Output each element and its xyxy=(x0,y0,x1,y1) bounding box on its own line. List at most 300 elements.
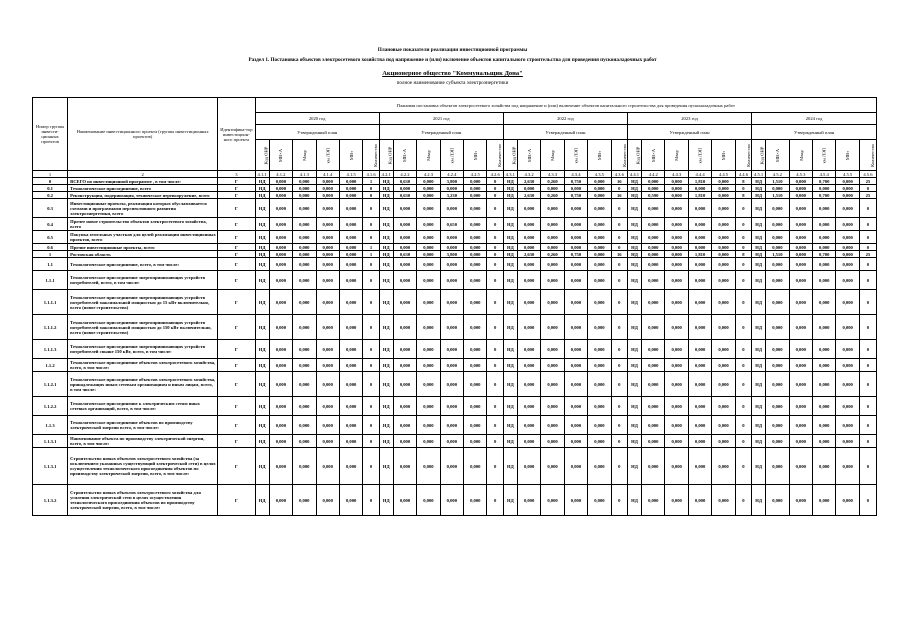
plan-header: Утвержденный план xyxy=(752,125,877,140)
value-cell: 0,000 xyxy=(339,185,362,192)
value-cell: 0,700 xyxy=(813,192,836,199)
subcol-header xyxy=(517,140,540,171)
value-cell: 0 xyxy=(735,435,751,448)
value-cell: 0,000 xyxy=(316,218,339,231)
value-cell: 0,000 xyxy=(665,315,688,340)
row-number: 1 xyxy=(33,251,68,258)
value-cell: 0,000 xyxy=(269,231,292,244)
value-cell: 0,000 xyxy=(813,416,836,435)
value-cell: 0,000 xyxy=(712,448,735,485)
value-cell: 0,000 xyxy=(642,244,665,251)
value-cell: 0,000 xyxy=(712,359,735,372)
value-cell: 0,000 xyxy=(766,185,789,192)
value-cell: 0 xyxy=(859,485,876,516)
value-cell: 0,000 xyxy=(316,192,339,199)
value-cell: 0,000 xyxy=(588,271,611,290)
value-cell: 0,000 xyxy=(688,435,711,448)
value-cell: 0,000 xyxy=(789,397,812,416)
value-cell: 0,000 xyxy=(316,231,339,244)
value-cell: 0 xyxy=(363,218,379,231)
subcol-header xyxy=(735,140,751,171)
value-cell: 0,000 xyxy=(665,185,688,192)
value-cell: 0,000 xyxy=(393,218,416,231)
value-cell: 0 xyxy=(859,435,876,448)
numbering-cell: 4.4.2 xyxy=(642,171,665,178)
value-cell: 0,000 xyxy=(293,359,316,372)
value-cell: 0,000 xyxy=(339,218,362,231)
value-cell: 0,000 xyxy=(789,448,812,485)
value-cell: 0,000 xyxy=(588,244,611,251)
value-cell: 0 xyxy=(487,251,503,258)
value-cell: 0,000 xyxy=(393,244,416,251)
value-cell: НД xyxy=(255,218,269,231)
value-cell: 0,000 xyxy=(665,271,688,290)
value-cell: НД xyxy=(752,416,766,435)
value-cell: 0,000 xyxy=(642,340,665,359)
value-cell: 0,000 xyxy=(517,199,540,218)
value-cell: НД xyxy=(255,416,269,435)
value-cell: НД xyxy=(503,397,517,416)
value-cell: НД xyxy=(752,340,766,359)
value-cell: 0,000 xyxy=(813,244,836,251)
value-cell: 0,000 xyxy=(316,251,339,258)
value-cell: НД xyxy=(379,340,393,359)
row-name: Строительство новых объектов электросетевого хозяйства (за исключением указанных существующий электрической сети) в целях осуществления технологического присоединения объектов по производству электрической энергии, всего, в том числе: xyxy=(68,448,218,485)
value-cell: 0 xyxy=(735,271,751,290)
value-cell: 0,000 xyxy=(464,448,487,485)
value-cell: 0,000 xyxy=(789,435,812,448)
subcol-header xyxy=(541,140,564,171)
value-cell: 0,000 xyxy=(712,178,735,185)
value-cell: НД xyxy=(627,290,641,315)
value-cell: 0,000 xyxy=(564,397,587,416)
subcol-header xyxy=(363,140,379,171)
value-cell: 0,000 xyxy=(440,199,463,218)
value-cell: 16 xyxy=(611,251,627,258)
value-cell: 0,000 xyxy=(339,251,362,258)
row-id: Г xyxy=(218,258,255,271)
value-cell: 0,000 xyxy=(564,485,587,516)
value-cell: 0,000 xyxy=(789,372,812,397)
numbering-cell: 4.1.4 xyxy=(316,171,339,178)
value-cell: 0,750 xyxy=(564,251,587,258)
subcol-label: км ЛЭП xyxy=(821,147,827,163)
value-cell: 0,000 xyxy=(642,271,665,290)
value-cell: 0,000 xyxy=(564,290,587,315)
value-cell: 1,510 xyxy=(766,178,789,185)
value-cell: 0 xyxy=(611,244,627,251)
value-cell: 0,000 xyxy=(464,397,487,416)
row-id: Г xyxy=(218,372,255,397)
value-cell: 0,000 xyxy=(339,244,362,251)
value-cell: 0 xyxy=(611,271,627,290)
value-cell: НД xyxy=(627,416,641,435)
value-cell: 0,000 xyxy=(541,397,564,416)
row-name: Прочие инвестиционные проекты, всего xyxy=(68,244,218,251)
value-cell: 0,000 xyxy=(464,251,487,258)
value-cell: 0,000 xyxy=(766,416,789,435)
value-cell: 0,260 xyxy=(541,192,564,199)
value-cell: 0,000 xyxy=(665,199,688,218)
subcol-header xyxy=(766,140,789,171)
numbering-cell: 4.5.4 xyxy=(813,171,836,178)
value-cell: НД xyxy=(752,251,766,258)
value-cell: 0,000 xyxy=(588,192,611,199)
row-name: Ростовская область xyxy=(68,251,218,258)
value-cell: 0,750 xyxy=(564,178,587,185)
subcol-header xyxy=(440,140,463,171)
col-header-name: Наименование инвестиционного проекта (группы инвестиционных проектов) xyxy=(68,98,218,171)
value-cell: 0,000 xyxy=(766,290,789,315)
value-cell: 0,000 xyxy=(464,290,487,315)
value-cell: 0,000 xyxy=(642,199,665,218)
value-cell: 0,000 xyxy=(665,485,688,516)
value-cell: НД xyxy=(255,251,269,258)
value-cell: 0,000 xyxy=(665,397,688,416)
value-cell: 0,000 xyxy=(293,340,316,359)
row-name: Технологическое присоединение объектов по производству электрической энергии всего, в том числе: xyxy=(68,416,218,435)
row-number: 1.1.1.1 xyxy=(33,290,68,315)
value-cell: 0 xyxy=(487,192,503,199)
value-cell: 0,000 xyxy=(813,435,836,448)
value-cell: 0,000 xyxy=(541,231,564,244)
value-cell: 0,000 xyxy=(316,372,339,397)
row-id: Г xyxy=(218,218,255,231)
value-cell: 0,000 xyxy=(541,435,564,448)
value-cell: 0,000 xyxy=(665,244,688,251)
value-cell: 0,000 xyxy=(440,258,463,271)
value-cell: 0,630 xyxy=(393,192,416,199)
row-number: 0.6 xyxy=(33,244,68,251)
value-cell: НД xyxy=(379,231,393,244)
value-cell: 0,000 xyxy=(440,290,463,315)
value-cell: 0,000 xyxy=(789,178,812,185)
value-cell: 0,000 xyxy=(269,372,292,397)
value-cell: 0,000 xyxy=(564,416,587,435)
subcol-header xyxy=(564,140,587,171)
value-cell: 0,000 xyxy=(588,416,611,435)
value-cell: НД xyxy=(379,251,393,258)
row-id: Г xyxy=(218,178,255,185)
value-cell: НД xyxy=(503,416,517,435)
value-cell: 0,000 xyxy=(789,192,812,199)
value-cell: НД xyxy=(255,199,269,218)
value-cell: 0 xyxy=(611,397,627,416)
subcol-label: МВт xyxy=(845,150,851,160)
value-cell: НД xyxy=(255,185,269,192)
row-id: Г xyxy=(218,435,255,448)
value-cell: 0,000 xyxy=(393,485,416,516)
value-cell: 0,000 xyxy=(316,485,339,516)
value-cell: 0,000 xyxy=(789,258,812,271)
value-cell: НД xyxy=(752,178,766,185)
row-number: 0.5 xyxy=(33,231,68,244)
value-cell: 0,000 xyxy=(665,258,688,271)
value-cell: 0,000 xyxy=(789,185,812,192)
year-header: 2024 год xyxy=(752,113,877,125)
value-cell: 0,000 xyxy=(688,372,711,397)
value-cell: 0,000 xyxy=(339,448,362,485)
value-cell: 0 xyxy=(859,290,876,315)
value-cell: НД xyxy=(752,244,766,251)
value-cell: 0,000 xyxy=(766,244,789,251)
value-cell: 0,000 xyxy=(417,251,440,258)
value-cell: НД xyxy=(503,340,517,359)
value-cell: 0,000 xyxy=(564,340,587,359)
value-cell: 0,000 xyxy=(688,485,711,516)
value-cell: НД xyxy=(752,185,766,192)
value-cell: 0,000 xyxy=(293,435,316,448)
value-cell: 0 xyxy=(611,435,627,448)
value-cell: 0,000 xyxy=(766,372,789,397)
value-cell: НД xyxy=(255,315,269,340)
value-cell: 0,000 xyxy=(541,199,564,218)
table-row xyxy=(33,290,877,315)
value-cell: НД xyxy=(627,271,641,290)
row-name: Прочее новое строительство объектов электросетевого хозяйства, всего xyxy=(68,218,218,231)
value-cell: 0,000 xyxy=(766,258,789,271)
value-cell: 0,000 xyxy=(564,435,587,448)
value-cell: НД xyxy=(379,359,393,372)
numbering-cell: 4.4.4 xyxy=(688,171,711,178)
value-cell: 0,000 xyxy=(564,372,587,397)
row-name: Технологическое присоединение энергопринимающих устройств потребителей, всего, в том числе: xyxy=(68,271,218,290)
value-cell: 0,000 xyxy=(588,315,611,340)
value-cell: 0,000 xyxy=(642,485,665,516)
value-cell: НД xyxy=(379,258,393,271)
value-cell: 0,000 xyxy=(517,397,540,416)
value-cell: 0,000 xyxy=(564,271,587,290)
value-cell: НД xyxy=(752,290,766,315)
value-cell: НД xyxy=(255,397,269,416)
value-cell: 0,000 xyxy=(813,359,836,372)
value-cell: 0,000 xyxy=(517,258,540,271)
numbering-cell: 4.5.1 xyxy=(752,171,766,178)
value-cell: 1 xyxy=(363,251,379,258)
value-cell: 0,000 xyxy=(393,359,416,372)
value-cell: 0,000 xyxy=(541,258,564,271)
value-cell: 0,000 xyxy=(642,290,665,315)
year-header: 2023 год xyxy=(627,113,751,125)
subcol-label: Количество xyxy=(869,143,875,167)
value-cell: 0,000 xyxy=(517,244,540,251)
row-number: 0.1 xyxy=(33,185,68,192)
value-cell: НД xyxy=(255,244,269,251)
value-cell: 0,000 xyxy=(688,315,711,340)
value-cell: 0,000 xyxy=(836,416,859,435)
doc-title: Плановые показатели реализации инвестиционной программы xyxy=(377,47,528,53)
value-cell: НД xyxy=(503,258,517,271)
value-cell: 0,000 xyxy=(789,416,812,435)
value-cell: 0,000 xyxy=(417,199,440,218)
subcol-label: Мвар xyxy=(798,149,804,161)
subcol-header xyxy=(417,140,440,171)
value-cell: 1,810 xyxy=(688,251,711,258)
value-cell: 0,000 xyxy=(665,416,688,435)
value-cell: 0,000 xyxy=(564,218,587,231)
value-cell: 0,000 xyxy=(393,185,416,192)
value-cell: 0,750 xyxy=(564,192,587,199)
value-cell: 0,000 xyxy=(789,244,812,251)
value-cell: 0,000 xyxy=(293,185,316,192)
row-id: Г xyxy=(218,315,255,340)
value-cell: 0,000 xyxy=(836,359,859,372)
value-cell: 0,000 xyxy=(541,448,564,485)
value-cell: НД xyxy=(627,435,641,448)
value-cell: 0 xyxy=(611,231,627,244)
value-cell: НД xyxy=(503,372,517,397)
value-cell: 0,000 xyxy=(688,258,711,271)
value-cell: НД xyxy=(379,199,393,218)
subcol-label: км ЛЭП xyxy=(697,147,703,163)
value-cell: 0 xyxy=(735,397,751,416)
row-name: Строительство новых объектов электросетевого хозяйства для усиления электрической сети в целях осуществления технологического присоединения объектов по производству электрической энергии, всего, в том числе: xyxy=(68,485,218,516)
value-cell: 0,000 xyxy=(789,485,812,516)
value-cell: 0,000 xyxy=(417,340,440,359)
row-number: 1.1.1.2 xyxy=(33,315,68,340)
value-cell: 0,000 xyxy=(836,340,859,359)
numbering-cell: 4.3.5 xyxy=(588,171,611,178)
value-cell: 0,000 xyxy=(688,185,711,192)
value-cell: 0,000 xyxy=(293,372,316,397)
value-cell: 0,000 xyxy=(316,271,339,290)
value-cell: 0,000 xyxy=(293,251,316,258)
value-cell: 0,000 xyxy=(712,258,735,271)
value-cell: 0,000 xyxy=(541,372,564,397)
value-cell: НД xyxy=(503,178,517,185)
value-cell: 0,000 xyxy=(836,448,859,485)
value-cell: 0,000 xyxy=(417,244,440,251)
value-cell: 0,000 xyxy=(293,271,316,290)
value-cell: 0,000 xyxy=(836,372,859,397)
subcol-header xyxy=(611,140,627,171)
plan-header: Утвержденный план xyxy=(379,125,503,140)
row-id: Г xyxy=(218,359,255,372)
subcol-header xyxy=(487,140,503,171)
value-cell: 0,000 xyxy=(293,397,316,416)
value-cell: 0,000 xyxy=(269,271,292,290)
value-cell: 0,000 xyxy=(269,290,292,315)
value-cell: 0,000 xyxy=(836,271,859,290)
value-cell: 16 xyxy=(611,178,627,185)
numbering-cell: 4.3.4 xyxy=(564,171,587,178)
numbering-cell: 4.2.5 xyxy=(464,171,487,178)
value-cell: 0,000 xyxy=(417,448,440,485)
value-cell: 0,000 xyxy=(464,231,487,244)
value-cell: 0 xyxy=(611,218,627,231)
table-row xyxy=(33,448,877,485)
subcol-label: МВ×А xyxy=(278,148,284,162)
value-cell: 3,800 xyxy=(440,251,463,258)
value-cell: НД xyxy=(379,416,393,435)
subcol-header xyxy=(503,140,517,171)
value-cell: 0,000 xyxy=(688,218,711,231)
row-id: Г xyxy=(218,416,255,435)
value-cell: НД xyxy=(255,192,269,199)
value-cell: НД xyxy=(752,448,766,485)
value-cell: 0,000 xyxy=(293,315,316,340)
value-cell: 0,000 xyxy=(417,178,440,185)
value-cell: 0,000 xyxy=(517,448,540,485)
value-cell: НД xyxy=(255,435,269,448)
value-cell: 0,000 xyxy=(813,199,836,218)
value-cell: НД xyxy=(379,192,393,199)
value-cell: НД xyxy=(752,359,766,372)
value-cell: 0,000 xyxy=(789,231,812,244)
value-cell: 0,000 xyxy=(293,218,316,231)
value-cell: НД xyxy=(627,231,641,244)
value-cell: 0,000 xyxy=(339,192,362,199)
value-cell: 1 xyxy=(363,178,379,185)
value-cell: 0,000 xyxy=(588,199,611,218)
value-cell: 0,000 xyxy=(269,244,292,251)
numbering-cell: 2 xyxy=(68,171,218,178)
value-cell: 0 xyxy=(611,372,627,397)
value-cell: 0,000 xyxy=(836,178,859,185)
col-header-number: Номер группы инвести-ционных проектов xyxy=(33,98,68,171)
subcol-label: МВт xyxy=(348,150,354,160)
table-row xyxy=(33,258,877,271)
numbering-cell: 4.5.2 xyxy=(766,171,789,178)
value-cell: 0,000 xyxy=(588,178,611,185)
value-cell: 0,000 xyxy=(440,397,463,416)
subcol-label: МВ×А xyxy=(650,148,656,162)
value-cell: 0 xyxy=(363,397,379,416)
subcol-header xyxy=(712,140,735,171)
subcol-label: МВт xyxy=(472,150,478,160)
value-cell: 0,000 xyxy=(665,192,688,199)
numbering-cell: 4.3.1 xyxy=(503,171,517,178)
value-cell: 0 xyxy=(611,185,627,192)
value-cell: НД xyxy=(255,372,269,397)
value-cell: 0,000 xyxy=(417,218,440,231)
value-cell: 0,000 xyxy=(393,397,416,416)
value-cell: 0 xyxy=(735,290,751,315)
numbering-cell: 4.2.1 xyxy=(379,171,393,178)
value-cell: 0 xyxy=(611,199,627,218)
subcol-header xyxy=(813,140,836,171)
value-cell: 0,000 xyxy=(440,416,463,435)
value-cell: 0 xyxy=(487,340,503,359)
value-cell: 0,000 xyxy=(712,290,735,315)
value-cell: 0 xyxy=(363,372,379,397)
numbering-cell: 4.3.3 xyxy=(541,171,564,178)
value-cell: 0 xyxy=(487,448,503,485)
value-cell: 0 xyxy=(611,258,627,271)
value-cell: 0,000 xyxy=(316,199,339,218)
value-cell: 0,000 xyxy=(813,218,836,231)
subcol-label: МВ×А xyxy=(774,148,780,162)
value-cell: 0,000 xyxy=(665,251,688,258)
value-cell: 0,000 xyxy=(789,290,812,315)
value-cell: 1,810 xyxy=(688,178,711,185)
value-cell: 0 xyxy=(859,315,876,340)
value-cell: 0,000 xyxy=(766,359,789,372)
value-cell: НД xyxy=(503,244,517,251)
value-cell: 0,000 xyxy=(440,359,463,372)
value-cell: 0,000 xyxy=(464,315,487,340)
row-id: Г xyxy=(218,340,255,359)
value-cell: 0,000 xyxy=(588,218,611,231)
value-cell: 0,590 xyxy=(642,192,665,199)
value-cell: 0,000 xyxy=(464,258,487,271)
value-cell: 0,000 xyxy=(712,185,735,192)
subcol-label: МВ×А xyxy=(526,148,532,162)
row-number: 0 xyxy=(33,178,68,185)
value-cell: 0,000 xyxy=(517,372,540,397)
subcol-header xyxy=(859,140,876,171)
value-cell: 0,000 xyxy=(316,290,339,315)
